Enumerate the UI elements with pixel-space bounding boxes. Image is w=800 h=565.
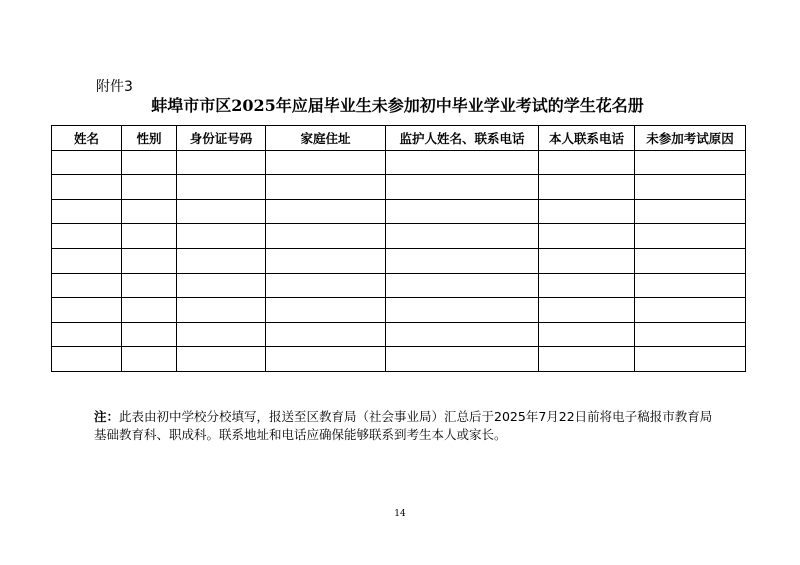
table-header-row [52,126,746,151]
column-header-name: 姓名 [52,126,122,151]
table-cell[interactable] [635,199,746,224]
table-cell[interactable] [635,273,746,298]
table-cell[interactable] [266,224,386,249]
table-cell[interactable] [539,248,635,273]
table-cell[interactable] [52,248,122,273]
table-cell[interactable] [177,199,266,224]
table-cell[interactable] [177,322,266,347]
table-cell[interactable] [386,150,539,175]
table-cell[interactable] [177,248,266,273]
table-cell[interactable] [386,322,539,347]
table-cell[interactable] [635,150,746,175]
column-header-absence-reason: 未参加考试原因 [635,126,746,151]
table-cell[interactable] [635,322,746,347]
table-cell[interactable] [266,175,386,200]
student-roster-table [51,125,746,372]
table-row [52,248,746,273]
table-cell[interactable] [386,199,539,224]
table-cell[interactable] [122,224,177,249]
table-cell[interactable] [177,347,266,372]
table-cell[interactable] [539,224,635,249]
column-header-id-number: 身份证号码 [177,126,266,151]
table-cell[interactable] [635,248,746,273]
table-cell[interactable] [177,224,266,249]
table-cell[interactable] [122,347,177,372]
table-cell[interactable] [177,273,266,298]
table-row [52,175,746,200]
table-row [52,322,746,347]
table-cell[interactable] [266,347,386,372]
table-cell[interactable] [539,347,635,372]
table-row [52,273,746,298]
table-cell[interactable] [539,273,635,298]
column-header-home-address: 家庭住址 [266,126,386,151]
document-title: 蚌埠市市区2025年应届毕业生未参加初中毕业学业考试的学生花名册 [151,96,644,115]
table-cell[interactable] [539,298,635,323]
table-cell[interactable] [539,175,635,200]
table-cell[interactable] [386,273,539,298]
column-header-student-phone: 本人联系电话 [539,126,635,151]
table-cell[interactable] [52,150,122,175]
table-row [52,150,746,175]
page-number: 14 [394,509,406,519]
table-row [52,298,746,323]
table-cell[interactable] [177,298,266,323]
table-cell[interactable] [539,150,635,175]
table-cell[interactable] [52,199,122,224]
table-cell[interactable] [122,248,177,273]
table-cell[interactable] [386,224,539,249]
table-cell[interactable] [266,273,386,298]
table-cell[interactable] [122,150,177,175]
column-header-guardian-contact: 监护人姓名、联系电话 [386,126,539,151]
table-cell[interactable] [266,150,386,175]
table-cell[interactable] [635,298,746,323]
table-cell[interactable] [266,199,386,224]
table-row [52,347,746,372]
table-row [52,224,746,249]
table-cell[interactable] [122,199,177,224]
table-cell[interactable] [122,273,177,298]
table-cell[interactable] [122,175,177,200]
table-cell[interactable] [52,224,122,249]
table-cell[interactable] [52,347,122,372]
table-cell[interactable] [539,199,635,224]
table-cell[interactable] [52,175,122,200]
table-cell[interactable] [386,248,539,273]
footnote [94,408,714,444]
table-row [52,199,746,224]
table-cell[interactable] [386,347,539,372]
table-cell[interactable] [122,322,177,347]
table-cell[interactable] [635,224,746,249]
table-cell[interactable] [52,298,122,323]
attachment-label: 附件3 [96,79,133,95]
table-cell[interactable] [52,322,122,347]
table-cell[interactable] [177,175,266,200]
table-cell[interactable] [386,175,539,200]
table-cell[interactable] [266,298,386,323]
table-cell[interactable] [539,322,635,347]
column-header-gender: 性别 [122,126,177,151]
table-cell[interactable] [386,298,539,323]
table-cell[interactable] [635,347,746,372]
table-cell[interactable] [266,248,386,273]
footnote-text: 此表由初中学校分校填写，报送至区教育局（社会事业局）汇总后于2025年7月22日前将电子稿报市教育局基础教育科、职成科。联系地址和电话应确保能够联系到考生本人或家长。 [94,409,713,442]
footnote-label: 注： [94,409,120,424]
table-cell[interactable] [177,150,266,175]
table-cell[interactable] [52,273,122,298]
table-body [52,150,746,371]
table-cell[interactable] [266,322,386,347]
table-cell[interactable] [635,175,746,200]
table-cell[interactable] [122,298,177,323]
